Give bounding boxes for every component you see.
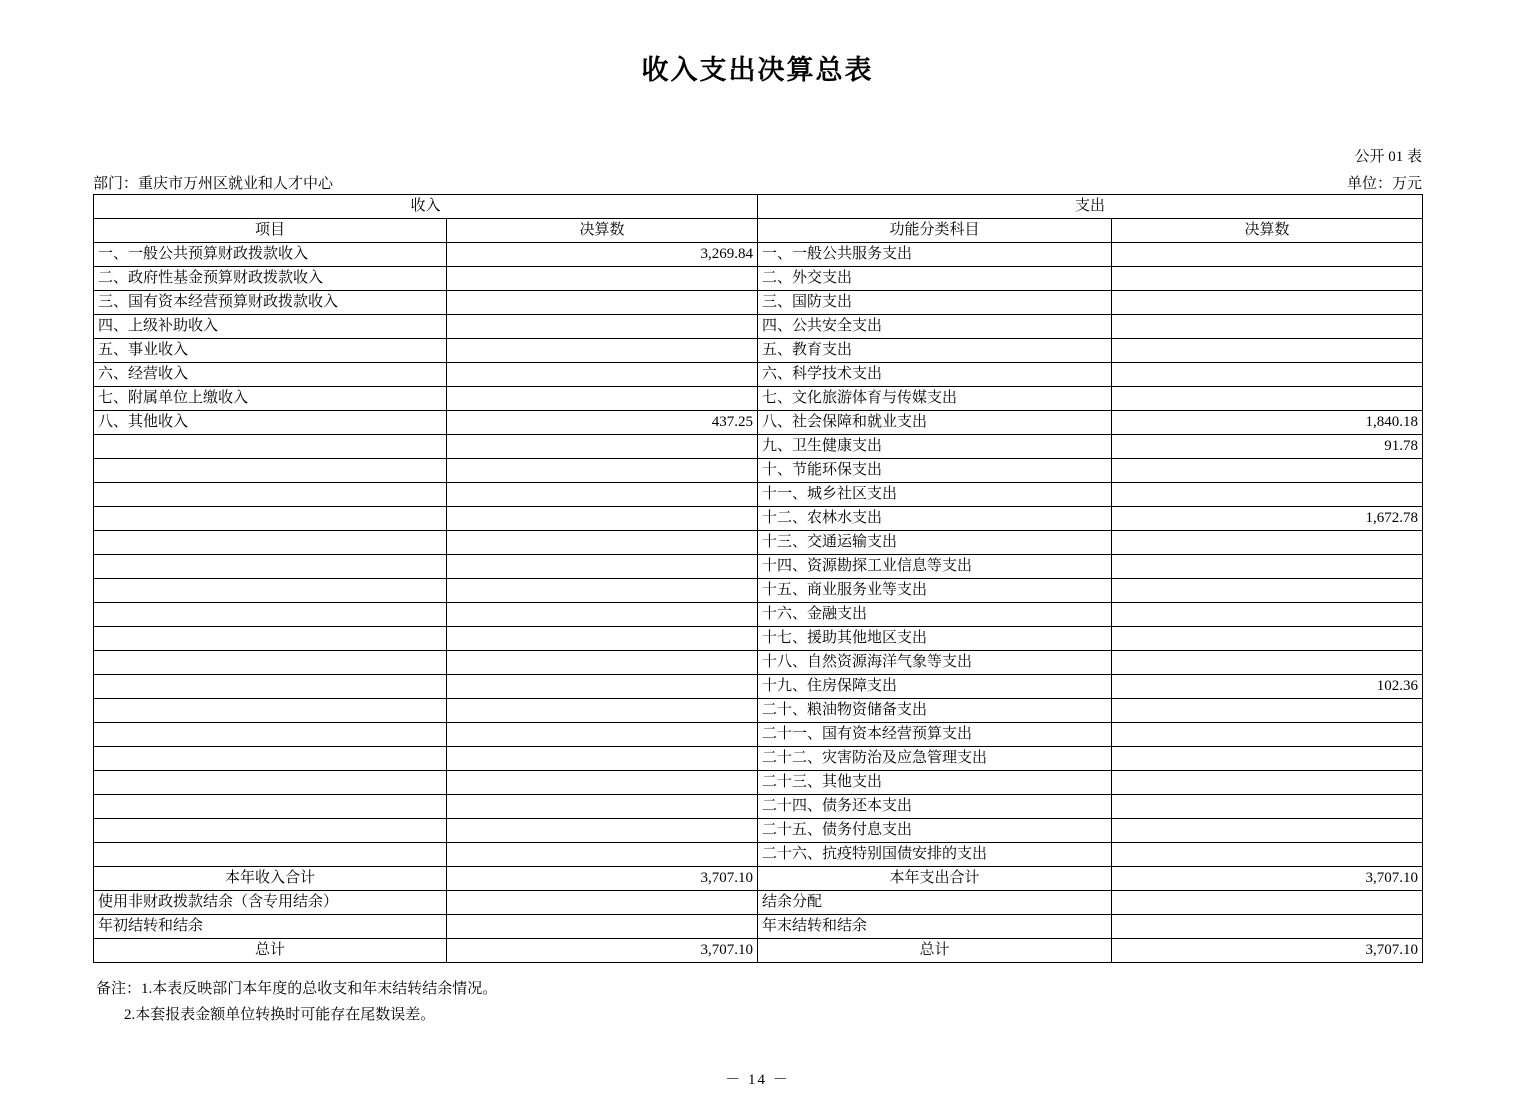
cell-expense-item: 四、公共安全支出 bbox=[758, 315, 1112, 339]
table-row bbox=[94, 459, 1423, 483]
cell-income-item bbox=[94, 459, 447, 483]
cell-income-amount bbox=[447, 579, 758, 603]
table-row bbox=[94, 843, 1423, 867]
cell-expense-amount bbox=[1112, 555, 1423, 579]
table-column-header-row bbox=[94, 219, 1423, 243]
cell-income-item bbox=[94, 435, 447, 459]
cell-income-amount: 3,707.10 bbox=[447, 939, 758, 963]
cell-income-item: 使用非财政拨款结余（含专用结余） bbox=[94, 891, 447, 915]
table-row bbox=[94, 795, 1423, 819]
cell-income-amount bbox=[447, 555, 758, 579]
cell-expense-amount bbox=[1112, 651, 1423, 675]
cell-expense-item: 十三、交通运输支出 bbox=[758, 531, 1112, 555]
cell-expense-amount bbox=[1112, 915, 1423, 939]
cell-income-item: 一、一般公共预算财政拨款收入 bbox=[94, 243, 447, 267]
table-row bbox=[94, 411, 1423, 435]
document-page bbox=[0, 48, 1515, 1117]
cell-expense-item: 总计 bbox=[758, 939, 1112, 963]
column-header-income-item: 项目 bbox=[94, 219, 447, 243]
cell-expense-amount bbox=[1112, 603, 1423, 627]
note-line-2: 2.本套报表金额单位转换时可能存在尾数误差。 bbox=[124, 1007, 436, 1023]
cell-income-amount bbox=[447, 675, 758, 699]
cell-expense-amount bbox=[1112, 339, 1423, 363]
cell-income-item bbox=[94, 627, 447, 651]
cell-expense-amount bbox=[1112, 795, 1423, 819]
column-header-expense-item: 功能分类科目 bbox=[758, 219, 1112, 243]
cell-income-item bbox=[94, 819, 447, 843]
group-header-expense: 支出 bbox=[758, 195, 1423, 219]
cell-expense-amount bbox=[1112, 267, 1423, 291]
cell-expense-item: 十四、资源勘探工业信息等支出 bbox=[758, 555, 1112, 579]
cell-income-amount bbox=[447, 843, 758, 867]
column-header-income-amount: 决算数 bbox=[447, 219, 758, 243]
cell-expense-item: 结余分配 bbox=[758, 891, 1112, 915]
cell-income-item bbox=[94, 531, 447, 555]
cell-income-item bbox=[94, 483, 447, 507]
cell-income-item bbox=[94, 699, 447, 723]
cell-expense-amount bbox=[1112, 891, 1423, 915]
cell-income-item bbox=[94, 651, 447, 675]
cell-expense-item: 十、节能环保支出 bbox=[758, 459, 1112, 483]
cell-expense-amount bbox=[1112, 747, 1423, 771]
table-row bbox=[94, 435, 1423, 459]
cell-income-item: 六、经营收入 bbox=[94, 363, 447, 387]
cell-income-amount bbox=[447, 435, 758, 459]
page-number: － 14 － bbox=[725, 1072, 790, 1088]
cell-expense-amount bbox=[1112, 315, 1423, 339]
sheet-number: 公开 01 表 bbox=[1354, 149, 1422, 165]
table-row bbox=[94, 315, 1423, 339]
cell-income-item: 三、国有资本经营预算财政拨款收入 bbox=[94, 291, 447, 315]
cell-expense-amount: 91.78 bbox=[1112, 435, 1423, 459]
cell-income-item: 五、事业收入 bbox=[94, 339, 447, 363]
cell-income-item bbox=[94, 675, 447, 699]
cell-income-item bbox=[94, 747, 447, 771]
cell-income-item: 四、上级补助收入 bbox=[94, 315, 447, 339]
table-row bbox=[94, 651, 1423, 675]
cell-income-amount bbox=[447, 339, 758, 363]
table-summary-row bbox=[94, 891, 1423, 915]
cell-income-amount bbox=[447, 795, 758, 819]
table-row bbox=[94, 747, 1423, 771]
cell-income-item bbox=[94, 555, 447, 579]
cell-expense-item: 本年支出合计 bbox=[758, 867, 1112, 891]
cell-income-item bbox=[94, 603, 447, 627]
note-line-1: 备注：1.本表反映部门本年度的总收支和年末结转结余情况。 bbox=[96, 981, 498, 997]
cell-expense-item: 十一、城乡社区支出 bbox=[758, 483, 1112, 507]
cell-expense-amount bbox=[1112, 579, 1423, 603]
cell-income-amount bbox=[447, 651, 758, 675]
cell-income-amount: 3,269.84 bbox=[447, 243, 758, 267]
cell-income-amount bbox=[447, 531, 758, 555]
cell-income-amount bbox=[447, 699, 758, 723]
cell-income-amount bbox=[447, 483, 758, 507]
column-header-expense-amount: 决算数 bbox=[1112, 219, 1423, 243]
cell-expense-item: 七、文化旅游体育与传媒支出 bbox=[758, 387, 1112, 411]
table-row bbox=[94, 483, 1423, 507]
cell-expense-amount bbox=[1112, 843, 1423, 867]
cell-expense-item: 二十六、抗疫特别国债安排的支出 bbox=[758, 843, 1112, 867]
cell-expense-item: 六、科学技术支出 bbox=[758, 363, 1112, 387]
cell-expense-item: 十九、住房保障支出 bbox=[758, 675, 1112, 699]
cell-income-amount bbox=[447, 507, 758, 531]
cell-expense-amount bbox=[1112, 291, 1423, 315]
table-row bbox=[94, 627, 1423, 651]
table-row bbox=[94, 507, 1423, 531]
cell-expense-item: 年末结转和结余 bbox=[758, 915, 1112, 939]
cell-income-amount bbox=[447, 363, 758, 387]
cell-income-amount bbox=[447, 387, 758, 411]
cell-expense-item: 二十五、债务付息支出 bbox=[758, 819, 1112, 843]
department-label: 部门：重庆市万州区就业和人才中心 bbox=[93, 176, 334, 192]
cell-expense-amount: 1,672.78 bbox=[1112, 507, 1423, 531]
cell-expense-amount: 1,840.18 bbox=[1112, 411, 1423, 435]
cell-expense-item: 二、外交支出 bbox=[758, 267, 1112, 291]
cell-expense-item: 一、一般公共服务支出 bbox=[758, 243, 1112, 267]
table-row bbox=[94, 267, 1423, 291]
cell-expense-amount bbox=[1112, 483, 1423, 507]
cell-expense-amount bbox=[1112, 459, 1423, 483]
table-summary-row bbox=[94, 867, 1423, 891]
cell-income-amount bbox=[447, 723, 758, 747]
cell-expense-item: 三、国防支出 bbox=[758, 291, 1112, 315]
unit-label: 单位：万元 bbox=[1346, 176, 1422, 192]
cell-expense-item: 八、社会保障和就业支出 bbox=[758, 411, 1112, 435]
cell-expense-item: 十五、商业服务业等支出 bbox=[758, 579, 1112, 603]
cell-expense-amount bbox=[1112, 819, 1423, 843]
cell-expense-amount bbox=[1112, 243, 1423, 267]
cell-expense-item: 五、教育支出 bbox=[758, 339, 1112, 363]
cell-expense-item: 十八、自然资源海洋气象等支出 bbox=[758, 651, 1112, 675]
cell-income-item: 年初结转和结余 bbox=[94, 915, 447, 939]
table-row bbox=[94, 387, 1423, 411]
cell-income-amount bbox=[447, 819, 758, 843]
cell-income-item bbox=[94, 843, 447, 867]
table-row bbox=[94, 603, 1423, 627]
notes-block bbox=[96, 976, 497, 1028]
table-row bbox=[94, 339, 1423, 363]
table-row bbox=[94, 243, 1423, 267]
table-row bbox=[94, 723, 1423, 747]
cell-income-item: 本年收入合计 bbox=[94, 867, 447, 891]
cell-expense-amount: 3,707.10 bbox=[1112, 939, 1423, 963]
table-row bbox=[94, 819, 1423, 843]
cell-expense-item: 二十三、其他支出 bbox=[758, 771, 1112, 795]
cell-expense-item: 二十四、债务还本支出 bbox=[758, 795, 1112, 819]
table-group-header-row bbox=[94, 195, 1423, 219]
cell-income-item bbox=[94, 771, 447, 795]
cell-income-amount bbox=[447, 627, 758, 651]
cell-expense-amount bbox=[1112, 363, 1423, 387]
cell-income-amount bbox=[447, 747, 758, 771]
table-summary-row bbox=[94, 939, 1423, 963]
table-row bbox=[94, 771, 1423, 795]
cell-expense-amount bbox=[1112, 771, 1423, 795]
cell-expense-item: 二十一、国有资本经营预算支出 bbox=[758, 723, 1112, 747]
cell-expense-item: 九、卫生健康支出 bbox=[758, 435, 1112, 459]
cell-income-item bbox=[94, 723, 447, 747]
cell-expense-item: 二十、粮油物资储备支出 bbox=[758, 699, 1112, 723]
cell-income-item bbox=[94, 507, 447, 531]
cell-income-amount bbox=[447, 891, 758, 915]
table-row bbox=[94, 291, 1423, 315]
cell-income-amount bbox=[447, 915, 758, 939]
cell-expense-item: 十二、农林水支出 bbox=[758, 507, 1112, 531]
cell-income-item: 七、附属单位上缴收入 bbox=[94, 387, 447, 411]
budget-table bbox=[93, 194, 1423, 963]
cell-income-amount bbox=[447, 603, 758, 627]
cell-expense-amount bbox=[1112, 387, 1423, 411]
cell-income-item bbox=[94, 795, 447, 819]
cell-income-item: 八、其他收入 bbox=[94, 411, 447, 435]
cell-expense-amount bbox=[1112, 723, 1423, 747]
table-row bbox=[94, 555, 1423, 579]
page-title: 收入支出决算总表 bbox=[641, 55, 874, 85]
cell-income-item bbox=[94, 579, 447, 603]
cell-income-amount: 437.25 bbox=[447, 411, 758, 435]
table-row bbox=[94, 579, 1423, 603]
cell-expense-item: 十六、金融支出 bbox=[758, 603, 1112, 627]
cell-expense-amount: 102.36 bbox=[1112, 675, 1423, 699]
table-row bbox=[94, 531, 1423, 555]
cell-income-amount bbox=[447, 291, 758, 315]
cell-expense-amount bbox=[1112, 627, 1423, 651]
cell-expense-item: 二十二、灾害防治及应急管理支出 bbox=[758, 747, 1112, 771]
table-summary-row bbox=[94, 915, 1423, 939]
cell-income-item: 二、政府性基金预算财政拨款收入 bbox=[94, 267, 447, 291]
cell-expense-amount: 3,707.10 bbox=[1112, 867, 1423, 891]
table-row bbox=[94, 699, 1423, 723]
cell-income-amount: 3,707.10 bbox=[447, 867, 758, 891]
cell-income-amount bbox=[447, 267, 758, 291]
cell-income-amount bbox=[447, 315, 758, 339]
cell-expense-amount bbox=[1112, 531, 1423, 555]
cell-income-item: 总计 bbox=[94, 939, 447, 963]
cell-expense-item: 十七、援助其他地区支出 bbox=[758, 627, 1112, 651]
table-row bbox=[94, 363, 1423, 387]
group-header-income: 收入 bbox=[94, 195, 758, 219]
cell-income-amount bbox=[447, 771, 758, 795]
cell-income-amount bbox=[447, 459, 758, 483]
cell-expense-amount bbox=[1112, 699, 1423, 723]
table-row bbox=[94, 675, 1423, 699]
